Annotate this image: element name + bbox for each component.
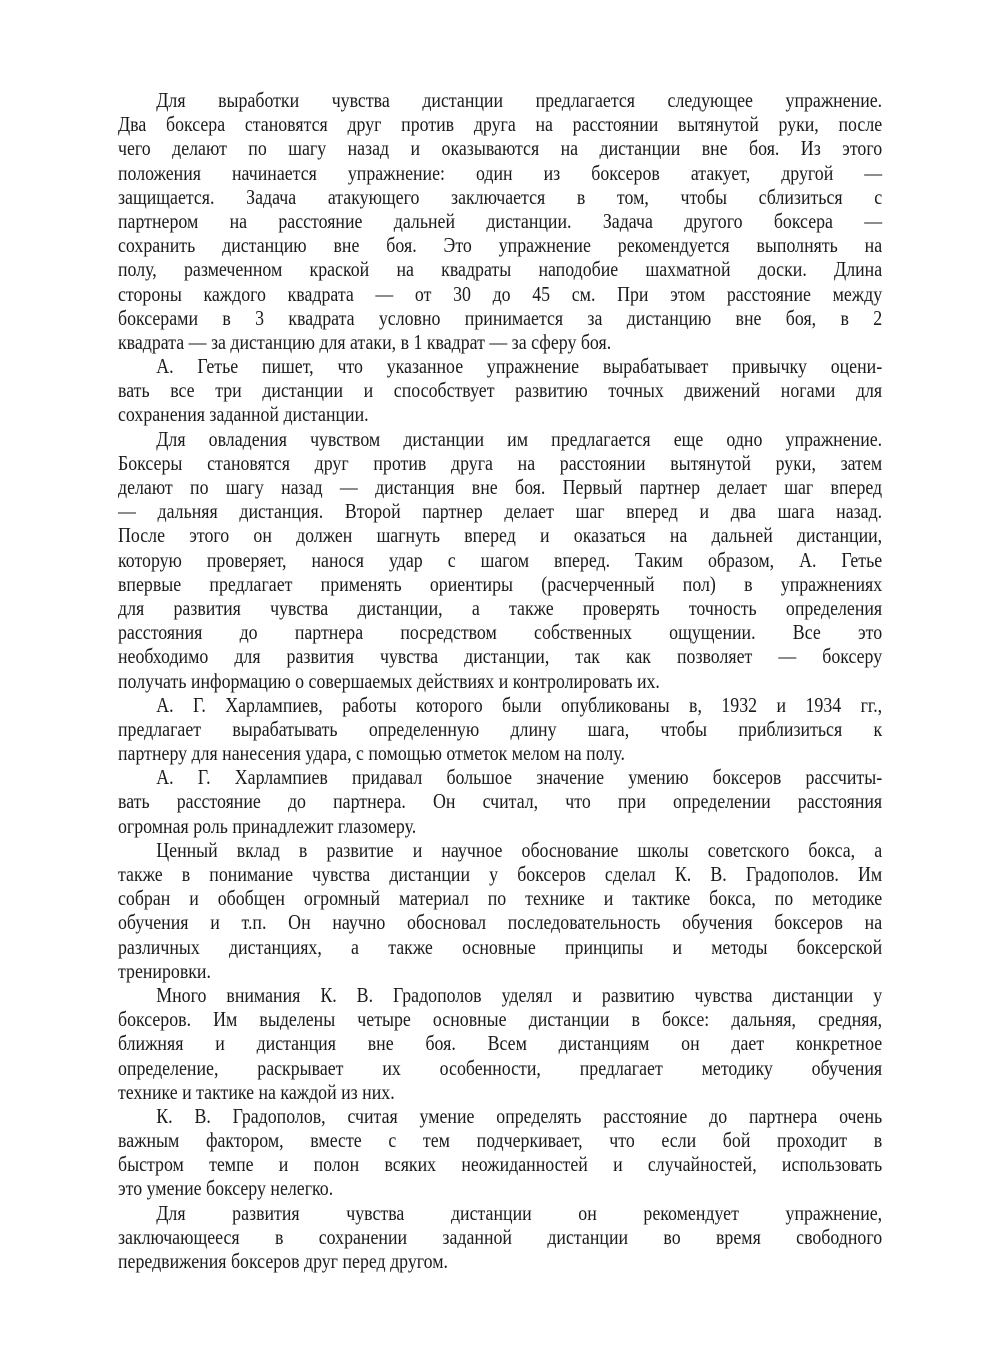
text-line: обучения и т.п. Он научно обосновал последовательность обучения боксеров на bbox=[118, 910, 883, 935]
document-page bbox=[118, 88, 882, 1273]
text-line: также в понимание чувства дистанции у боксеров сделал К. В. Градополов. Им bbox=[118, 862, 883, 886]
text-line: положения начинается упражнение: один из боксеров атакует, другой — bbox=[118, 160, 883, 185]
text-line: для развития чувства дистанции, а также проверять точность определения bbox=[118, 595, 883, 620]
paragraph bbox=[118, 765, 882, 838]
text-line: защищается. Задача атакующего заключается в том, чтобы сблизиться с bbox=[118, 184, 883, 209]
text-line: квадрата — за дистанцию для атаки, в 1 квадрат — за сферу боя. bbox=[118, 329, 612, 354]
text-line: различных дистанциях, а также основные принципы и методы боксерской bbox=[118, 934, 883, 959]
text-line: партнеру для нанесения удара, с помощью отметок мелом на полу. bbox=[118, 741, 625, 766]
text-line: А. Г. Харлампиев придавал большое значение умению боксеров рассчиты- bbox=[156, 765, 883, 790]
paragraph bbox=[118, 983, 882, 1104]
text-line: получать информацию о совершаемых действиях и контролировать их. bbox=[118, 668, 660, 693]
text-line: делают по шагу назад — дистанция вне боя. Первый партнер делает шаг вперед bbox=[118, 475, 883, 499]
text-line: боксеров. Им выделены четыре основные дистанции в боксе: дальняя, средняя, bbox=[118, 1007, 883, 1032]
text-line: вать расстояние до партнера. Он считал, что при определении расстояния bbox=[118, 789, 883, 814]
text-line: Для развития чувства дистанции он рекомендует упражнение, bbox=[156, 1200, 883, 1225]
paragraph bbox=[118, 354, 882, 427]
text-line: технике и тактике на каждой из них. bbox=[118, 1079, 395, 1104]
text-line: важным фактором, вместе с тем подчеркивает, что если бой проходит в bbox=[118, 1128, 883, 1153]
paragraph bbox=[118, 838, 882, 983]
text-line: сохранить дистанцию вне боя. Это упражнение рекомендуется выполнять на bbox=[118, 233, 883, 258]
text-line: стороны каждого квадрата — от 30 до 45 см. При этом расстояние между bbox=[118, 281, 883, 306]
text-line: быстром темпе и полон всяких неожиданностей и случайностей, использовать bbox=[118, 1152, 883, 1177]
text-line: После этого он должен шагнуть вперед и оказаться на дальней дистанции, bbox=[118, 523, 883, 548]
text-line: Ценный вклад в развитие и научное обоснование школы советского бокса, а bbox=[156, 837, 883, 862]
text-line: тренировки. bbox=[118, 958, 211, 983]
text-line: предлагает вырабатывать определенную длину шага, чтобы приблизиться к bbox=[118, 716, 883, 741]
text-line: определение, раскрывает их особенности, предлагает методику обучения bbox=[118, 1055, 883, 1080]
text-line: ближняя и дистанция вне боя. Всем дистанциям он дает конкретное bbox=[118, 1031, 883, 1056]
text-line: расстояния до партнера посредством собственных ощущении. Все это bbox=[118, 620, 883, 645]
text-line: К. В. Градополов, считая умение определять расстояние до партнера очень bbox=[156, 1103, 883, 1128]
text-line: впервые предлагает применять ориентиры (расчерченный пол) в упражнениях bbox=[118, 571, 883, 596]
paragraph bbox=[118, 693, 882, 766]
paragraph bbox=[118, 1104, 882, 1201]
paragraph bbox=[118, 1201, 882, 1274]
text-line: заключающееся в сохранении заданной дистанции во время свободного bbox=[118, 1224, 883, 1249]
text-line: А. Гетье пишет, что указанное упражнение вырабатывает привычку оцени- bbox=[156, 354, 883, 379]
text-line: полу, размеченном краской на квадраты наподобие шахматной доски. Длина bbox=[118, 257, 883, 282]
text-line: партнером на расстояние дальней дистанции. Задача другого боксера — bbox=[118, 208, 883, 233]
text-line: Два боксера становятся друг против друга на расстоянии вытянутой руки, после bbox=[118, 112, 883, 137]
text-line: чего делают по шагу назад и оказываются на дистанции вне боя. Из этого bbox=[118, 136, 883, 161]
text-line: Боксеры становятся друг против друга на расстоянии вытянутой руки, затем bbox=[118, 450, 883, 475]
text-line: вать все три дистанции и способствует развитию точных движений ногами для bbox=[118, 378, 883, 403]
text-line: сохранения заданной дистанции. bbox=[118, 402, 369, 427]
text-line: собран и обобщен огромный материал по технике и тактике бокса, по методике bbox=[118, 886, 883, 911]
text-line: Много внимания К. В. Градополов уделял и развитию чувства дистанции у bbox=[156, 982, 883, 1007]
text-line: передвижения боксеров друг перед другом. bbox=[118, 1249, 449, 1273]
paragraph bbox=[118, 427, 882, 693]
text-line: необходимо для развития чувства дистанции, так как позволяет — боксеру bbox=[118, 644, 883, 669]
text-line: огромная роль принадлежит глазомеру. bbox=[118, 813, 417, 838]
text-line: Для овладения чувством дистанции им предлагается еще одно упражнение. bbox=[156, 426, 883, 451]
text-line: — дальняя дистанция. Второй партнер делает шаг вперед и два шага назад. bbox=[118, 499, 883, 524]
text-line: которую проверяет, нанося удар с шагом вперед. Таким образом, А. Гетье bbox=[118, 547, 883, 572]
paragraph bbox=[118, 88, 882, 354]
text-line: боксерами в 3 квадрата условно принимается за дистанцию вне боя, в 2 bbox=[118, 305, 883, 330]
text-line: А. Г. Харлампиев, работы которого были опубликованы в, 1932 и 1934 гг., bbox=[156, 692, 883, 717]
text-line: это умение боксеру нелегко. bbox=[118, 1176, 334, 1201]
text-line: Для выработки чувства дистанции предлагается следующее упражнение. bbox=[156, 88, 883, 112]
